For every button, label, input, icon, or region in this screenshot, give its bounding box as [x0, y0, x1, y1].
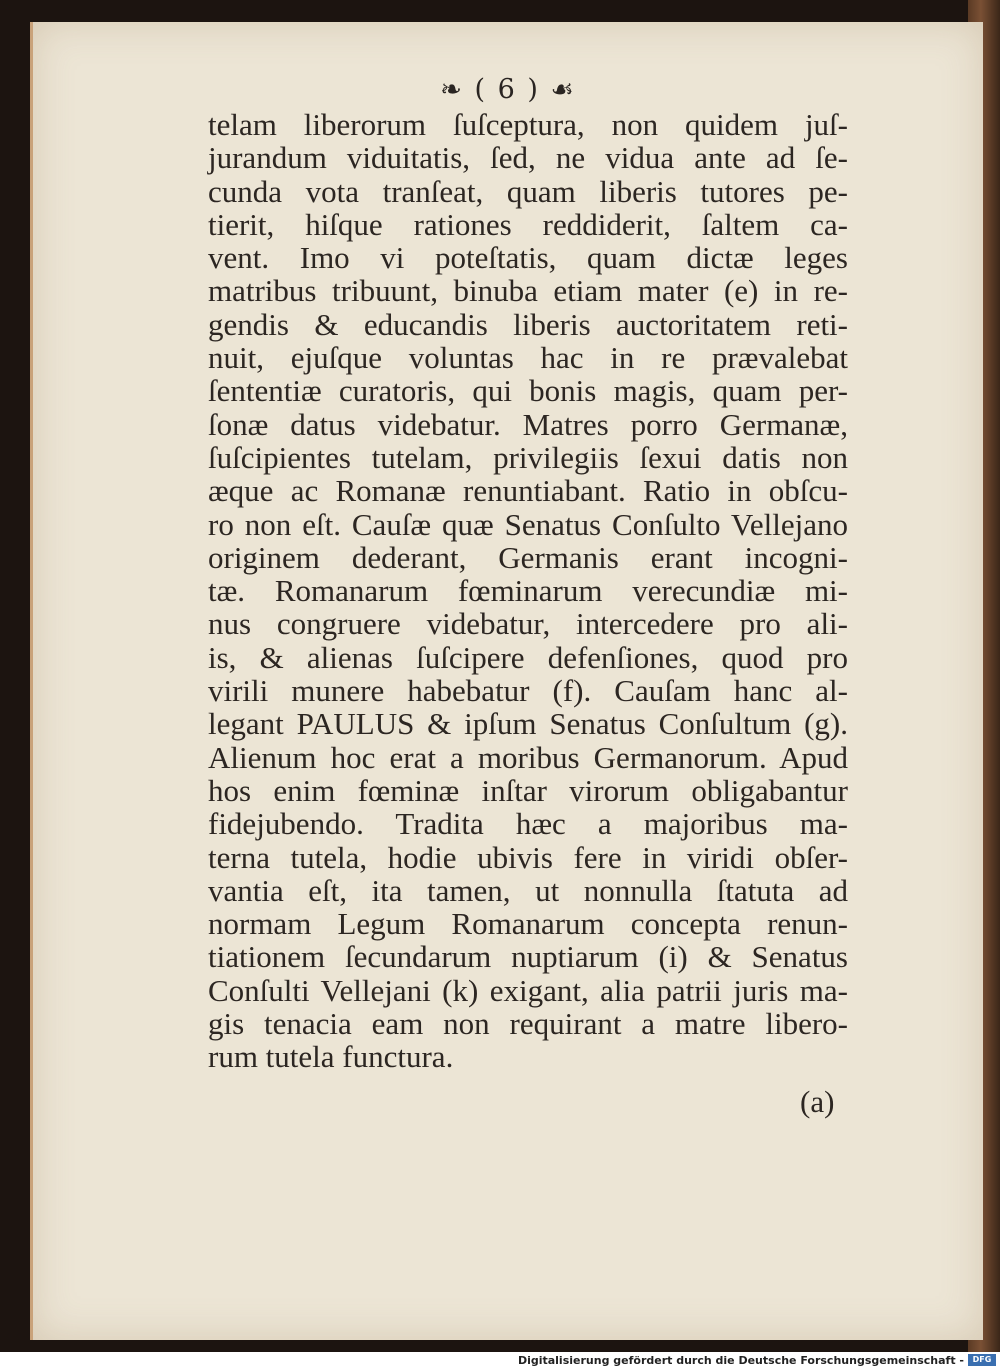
- page-header: [33, 74, 983, 105]
- text-line: vent. Imo vi poteſtatis, quam dictæ leges: [208, 240, 848, 276]
- text-line: matribus tribuunt, binuba etiam mater (e) in re-: [208, 273, 848, 309]
- text-line: æque ac Romanæ renuntiabant. Ratio in obſcu-: [208, 473, 848, 509]
- text-line: nuit, ejuſque voluntas hac in re prævalebat: [208, 340, 848, 376]
- text-line: fidejubendo. Tradita hæc a majoribus ma-: [208, 806, 848, 842]
- text-line: tierit, hiſque rationes reddiderit, ſaltem ca-: [208, 206, 848, 242]
- text-line: tiationem ſecundarum nuptiarum (i) & Senatus: [208, 939, 848, 975]
- footer-credit: Digitalisierung gefördert durch die Deutsche Forschungsgemeinschaft -: [517, 1354, 964, 1367]
- text-line: jurandum viduitatis, ſed, ne vidua ante ad ſe-: [208, 140, 848, 176]
- text-line: normam Legum Romanarum concepta renun-: [208, 906, 848, 942]
- text-line: originem dederant, Germanis erant incogni-: [208, 539, 848, 575]
- text-line: gis tenacia eam non requirant a matre libero-: [208, 1006, 848, 1042]
- text-line: ro non eſt. Cauſæ quæ Senatus Conſulto Vellejano: [208, 506, 848, 542]
- text-line: ſonæ datus videbatur. Matres porro Germanæ,: [208, 406, 848, 442]
- body-text: [208, 108, 848, 1074]
- text-line: terna tutela, hodie ubivis fere in viridi obſer-: [208, 839, 848, 875]
- text-line: vantia eſt, ita tamen, ut nonnulla ſtatuta ad: [208, 872, 848, 908]
- text-line: Conſulti Vellejani (k) exigant, alia patrii juris ma-: [208, 972, 848, 1008]
- left-ornament-icon: ❧: [440, 75, 464, 105]
- text-line: telam liberorum ſuſceptura, non quidem juſ-: [208, 107, 848, 142]
- text-line: gendis & educandis liberis auctoritatem reti-: [208, 306, 848, 342]
- right-ornament-icon: ☙: [550, 75, 576, 105]
- text-line: Alienum hoc erat a moribus Germanorum. Apud: [208, 739, 848, 775]
- text-line: is, & alienas ſuſcipere defenſiones, quod pro: [208, 639, 848, 675]
- dfg-logo: DFG: [968, 1354, 996, 1366]
- text-line: ſententiæ curatoris, qui bonis magis, quam per-: [208, 373, 848, 409]
- page-number: ( 6 ): [474, 74, 540, 105]
- text-line: nus congruere videbatur, intercedere pro ali-: [208, 606, 848, 642]
- text-line: legant PAULUS & ipſum Senatus Conſultum (g).: [208, 706, 848, 742]
- text-line: tæ. Romanarum fœminarum verecundiæ mi-: [208, 573, 848, 609]
- catchword: (a): [800, 1084, 835, 1119]
- text-line: rum tutela functura.: [208, 1039, 454, 1075]
- text-line: virili munere habebatur (f). Cauſam hanc al-: [208, 673, 848, 709]
- text-line: cunda vota tranſeat, quam liberis tutores pe-: [208, 173, 848, 209]
- text-line: hos enim fœminæ inſtar virorum obligabantur: [208, 772, 848, 808]
- text-line: ſuſcipientes tutelam, privilegiis ſexui datis non: [208, 439, 848, 475]
